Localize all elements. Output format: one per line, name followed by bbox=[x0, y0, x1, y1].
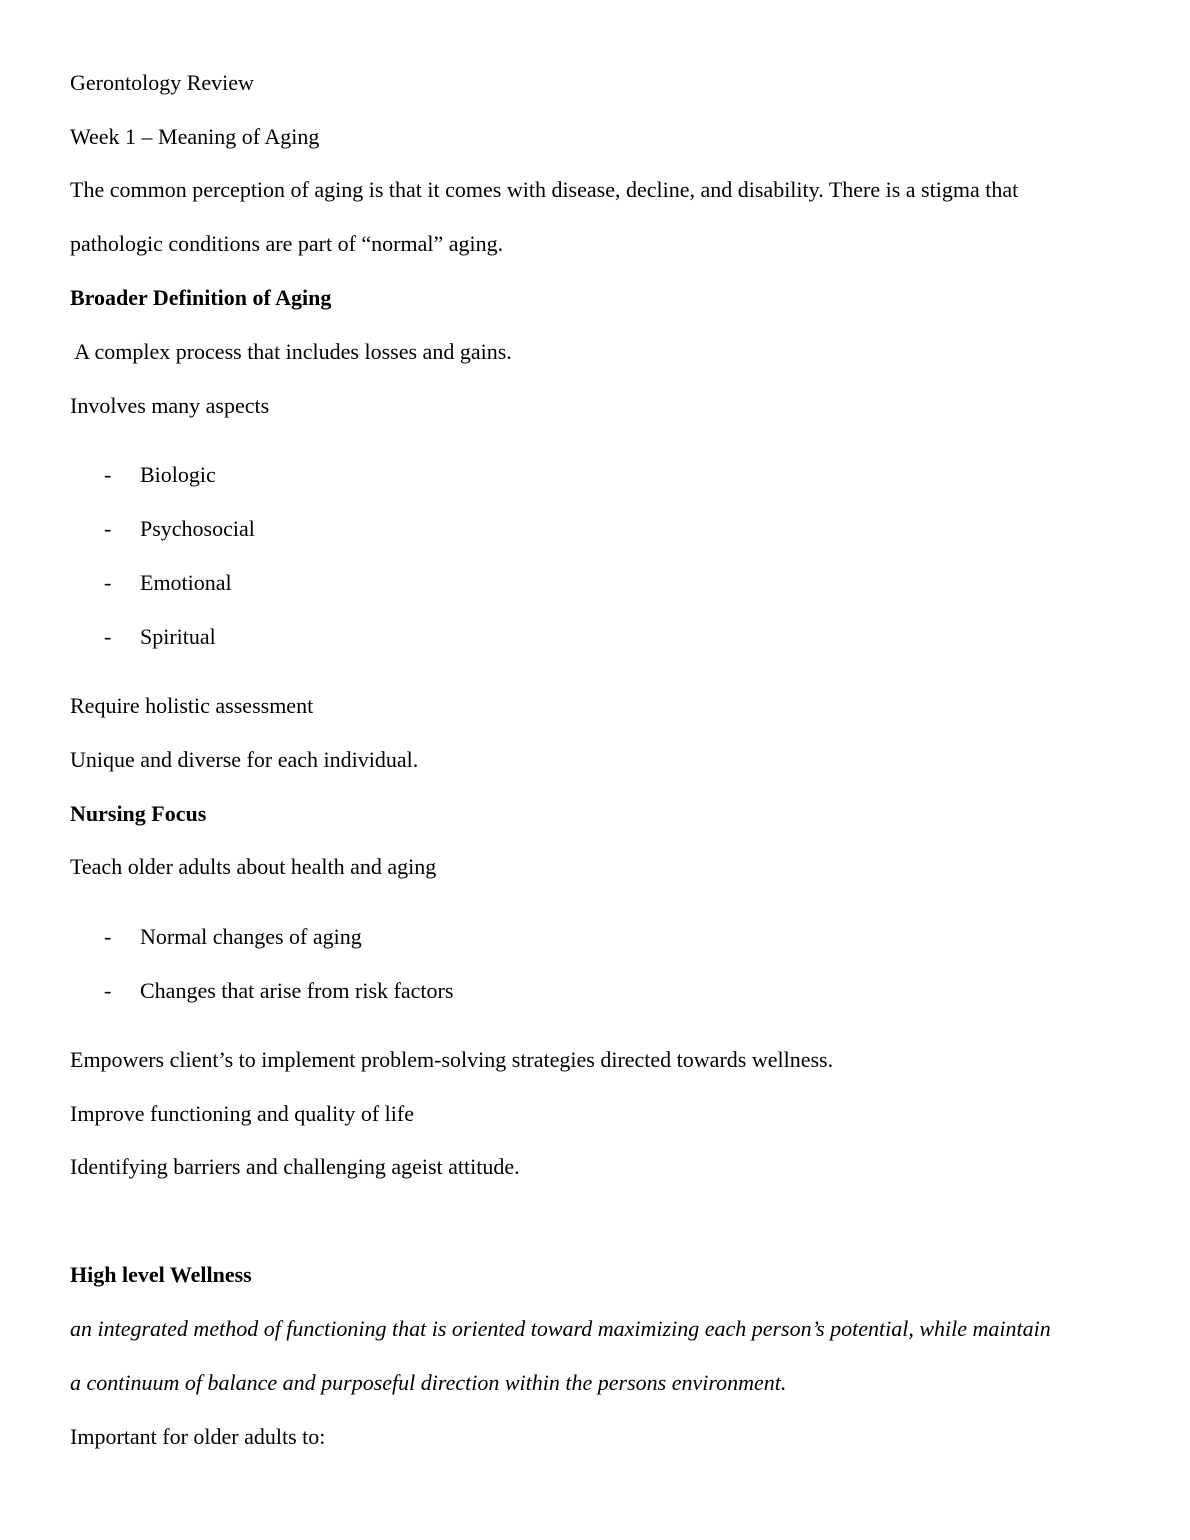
bullet-dash: - bbox=[104, 978, 112, 1003]
list-item: Changes that arise from risk factors bbox=[140, 978, 454, 1003]
bullet-dash: - bbox=[104, 624, 112, 649]
intro-line-2: pathologic conditions are part of “normal” aging. bbox=[70, 231, 504, 256]
broader-definition-text: A complex process that includes losses and gains. bbox=[70, 339, 512, 364]
document-title: Gerontology Review bbox=[70, 70, 254, 95]
identifying-barriers: Identifying barriers and challenging ageist attitude. bbox=[70, 1154, 520, 1179]
empowers-clients: Empowers client’s to implement problem-solving strategies directed towards wellness. bbox=[70, 1047, 834, 1072]
list-item: Emotional bbox=[140, 570, 232, 595]
improve-functioning: Improve functioning and quality of life bbox=[70, 1101, 414, 1126]
wellness-definition-line-1: an integrated method of functioning that is oriented toward maximizing each person’s potential, while maintain bbox=[70, 1316, 1051, 1341]
unique-diverse: Unique and diverse for each individual. bbox=[70, 747, 419, 772]
teach-older-adults: Teach older adults about health and aging bbox=[70, 854, 437, 879]
holistic-assessment: Require holistic assessment bbox=[70, 693, 314, 718]
nursing-focus-heading: Nursing Focus bbox=[70, 801, 207, 826]
list-item: Spiritual bbox=[140, 624, 216, 649]
week-heading: Week 1 – Meaning of Aging bbox=[70, 124, 320, 149]
list-item: Biologic bbox=[140, 462, 216, 487]
wellness-definition-line-2: a continuum of balance and purposeful direction within the persons environment. bbox=[70, 1370, 787, 1395]
intro-line-1: The common perception of aging is that it comes with disease, decline, and disability. There is a stigma that bbox=[70, 177, 1019, 202]
bullet-dash: - bbox=[104, 570, 112, 595]
aspects-intro: Involves many aspects bbox=[70, 393, 270, 418]
bullet-dash: - bbox=[104, 462, 112, 487]
list-item: Normal changes of aging bbox=[140, 924, 362, 949]
high-level-wellness-heading: High level Wellness bbox=[70, 1262, 252, 1287]
bullet-dash: - bbox=[104, 516, 112, 541]
bullet-dash: - bbox=[104, 924, 112, 949]
list-item: Psychosocial bbox=[140, 516, 255, 541]
broader-definition-heading: Broader Definition of Aging bbox=[70, 285, 332, 310]
important-for-older-adults: Important for older adults to: bbox=[70, 1424, 326, 1449]
